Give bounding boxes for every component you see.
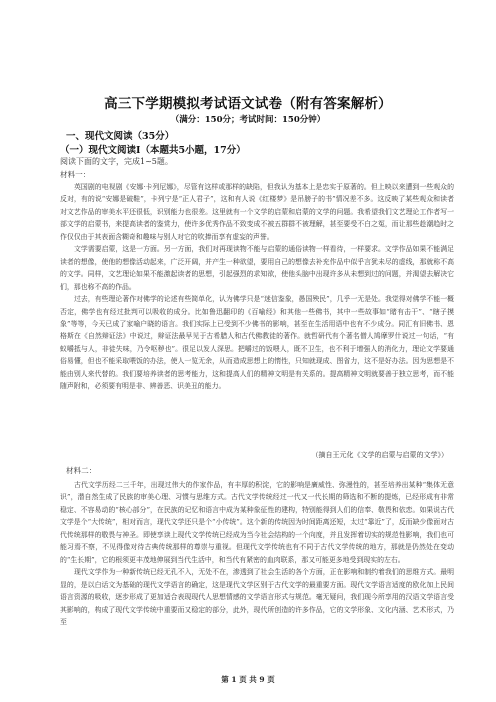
source-citation: （摘自王元化《文学的启蒙与启蒙的文学》） xyxy=(311,451,448,459)
document-title: 高三下学期模拟考试语文试卷（附有答案解析） xyxy=(104,96,392,112)
material-2-body xyxy=(60,479,454,628)
material-1-body xyxy=(60,181,454,393)
paragraph: 英国剧的电视剧《安娜·卡列尼娜》，尽管有这样或那样的缺陷，但我认为基本上是忠实于原著的。但上映以来遭到一些观众的反对，有的说“安娜是破鞋”，卡列宁是“正人君子”，这和有人说《红楼梦》是吊膀子的书”情况差不多。这反映了某些观众和读者对文艺作品的审美水平还很低，识别能力也很差。这里就有一个文学的启蒙和启蒙的文学的问题。我希望我们文艺理论工作者写一部文学的启蒙书，来提高读者的鉴赏力，使许多优秀作品不致变成不被五群群不被理解，甚至要受不白之冤，而让那些趁潮趋时之作仅仅由于其表面含糊奇和趣味与别人对它的吹捧而享有虚妄的声誉。 xyxy=(60,183,454,241)
exam-info: （满分：150分；考试时间：150分钟） xyxy=(170,115,326,125)
paragraph: 古代文学历经二三千年，出现过伟大的作家作品，有丰厚的积淀，它的影响是廣威性、弥漫性的，甚至培养出某种“集体无意识”，潜自然生成了民族的审美心理、习惯与思维方式。古代文学传统经过一代又一代长期的筛选和不断的提炼，已经形成有非常稳定、不容易动的“核心部分”，在民族的记忆和语言中成为某种象征性的建构，特别能得到人们的信奉、敬畏和依恋。如果说古代文学是个“大传统”，相对而言，现代文学还只是个“小传统”。这个新的传统因为时间距离还短，太过“靠近”了，反而缺少像面对古代传统那样的敬畏与神圣。即使享读上现代文学传统已经成为当今社会结构的一个向度，并且发挥着切实的规范性影响，我们也可能习焉不察，不见得像对待古典传统那样的尊崇与重视。但现代文学传统也有不同于古代文学传统的地方，那就是仍然处在变动的“生长期”，它的根须更丰茂地伸展到当代生活中，和当代有紧密的血肉联系，那又可能更多地受到现实的左右。 xyxy=(60,481,454,564)
paragraph: 文学需要启蒙，这是一方面。另一方面，我们对再现读物不能与启蒙的通俗读物一样看待，一样要求。文学作品如果不能满足读者的想像，使他的想像活动起来，广泛开阔，并产生一种欲望，要用自己的想像去补充作品中似乎言犹未尽的虚线，那就称不高的文学。同样，文艺理论如果不能激起读者的思想，引起强烈的求知欲，使他头脑中出现许多从未想到过的问题，并渴望去解决它们，那也称不高的作品。 xyxy=(60,245,454,291)
material-1-label: 材料一： xyxy=(60,170,91,179)
section-heading: 一、现代文阅读（35分） xyxy=(66,131,175,142)
subsection-heading: （一）现代文阅读Ⅰ（本题共5小题，17分） xyxy=(60,145,246,156)
material-2-label: 材料二： xyxy=(66,466,97,475)
instruction-text: 阅读下面的文字，完成1~5题。 xyxy=(60,157,173,166)
paragraph: 过去，有些理论著作对佛学的论述有些简单化，认为佛学只是“迷信鉴象，愚国殃民”，几乎一无是处。我觉得对佛学不能一概否定，佛学也有经过批判可以吸收的成分。比如鲁迅翻印的《百喻经》和其他一些佛书，其中一些故事如“睹有击干”、“瞎子摸象”等等，今天已成了家喻户晓的语言。我们实际上已受到不少佛书的影响，甚至在生活用语中也有不少成分。同汇有旧佛书、恩格斯在《自然辩证法》中说过，辩证法最早见于古希腊人和古代佛教徒的著作。就哲研代有个著名僧人鸠摩罗什说过一句话，“有蚁嚼抵与人，非徒失味，乃令呕秽也”。很足以发人深思。把嚼过的饭喂人，既不卫生，也不利于增强人的消化力，理论文学要通俗易懂，但也不能采取喂饭的办法，使人一览无余，从而造成思想上的惰性，只知就现成、图省力，这不是好办法。因为思想是不能由别人来代替的。我们要培养读者的思考能力，这和提高人们的精神文明是有关系的。提高精神文明就要善于独立思考，而不能随声附和，必须要有明是非、辨善恶、识美丑的能力。 xyxy=(60,295,454,391)
page-footer: 第 1 页 共 9 页 xyxy=(221,675,275,684)
paragraph: 现代文学作为一种新传统已经无孔不入，无处不在，渗透到了社会生活的各个方面，正在影响和制约着我们的思维方式。最明显的，是以白话文为基础的现代文学语言的确定，这是现代文学区别于古代文学的最重要方面。现代文学语言适度的欧化加上民间语言资源的吸收，逐步形成了更加适合表现现代人思想情感的文学语言形式与规范。毫无疑问，我们现今所享用的汉语文学语言受其影响的，构成了现代文学传统中重要而又稳定的部分，此外，现代所创造的许多作品，它的文学形象、文化内涵、艺术形式，乃至 xyxy=(60,568,454,626)
